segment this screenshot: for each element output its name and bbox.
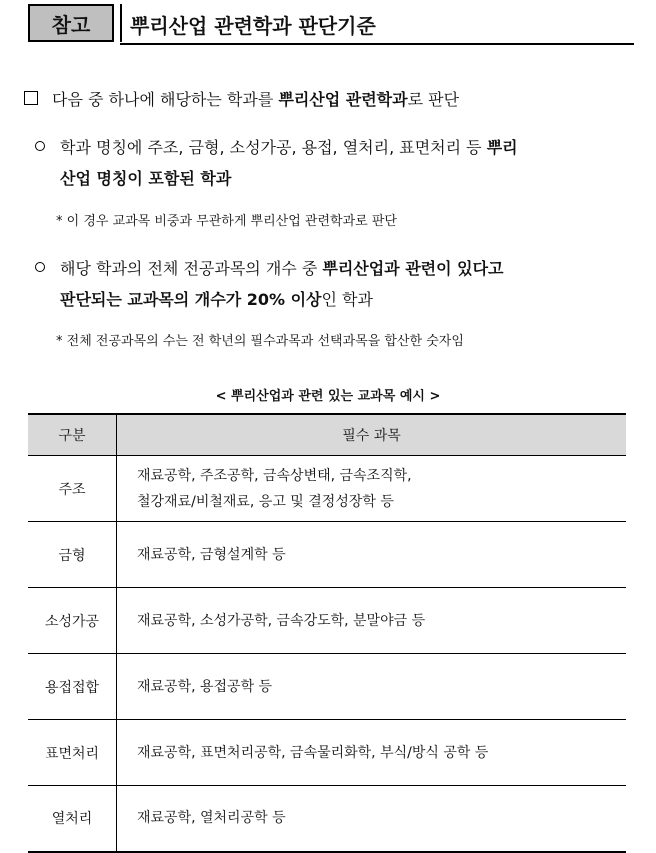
intro-pre: 다음 중 하나에 해당하는 학과를 [52, 90, 279, 109]
row-category: 주조 [28, 456, 117, 522]
criterion-1-text: 학과 명칭에 주조, 금형, 소성가공, 용접, 열처리, 표면처리 등 [60, 138, 487, 157]
intro-post: 로 판단 [407, 90, 460, 109]
table-caption: < 뿌리산업과 관련 있는 교과목 예시 > [215, 389, 441, 404]
row-subjects: 재료공학, 용접공학 등 [117, 654, 627, 720]
table-row [28, 786, 626, 852]
header-underline [120, 43, 634, 45]
criterion-2-note: * 전체 전공과목의 수는 전 학년의 필수과목과 선택과목을 합산한 숫자임 [56, 334, 464, 349]
criterion-1-line-2 [60, 166, 231, 189]
reference-badge: 참고 [28, 4, 114, 42]
table-row [28, 522, 626, 588]
criterion-2-line-1 [60, 256, 504, 279]
table-row [28, 588, 626, 654]
row-subjects-line-2: 철강재료/비철재료, 응고 및 결정성장학 등 [137, 493, 394, 510]
header-divider [120, 4, 122, 42]
row-category: 금형 [28, 522, 117, 588]
intro-bold: 뿌리산업 관련학과 [278, 90, 408, 109]
row-subjects: 재료공학, 열처리공학 등 [117, 786, 627, 852]
circle-bullet-icon [35, 141, 45, 151]
row-subjects: 재료공학, 금형설계학 등 [117, 522, 627, 588]
table-header-row [28, 414, 626, 456]
circle-bullet-icon [35, 262, 45, 272]
criterion-1-bold-2: 산업 명칭이 포함된 학과 [60, 169, 232, 188]
row-subjects [117, 456, 627, 522]
page-title: 뿌리산업 관련학과 판단기준 [130, 13, 376, 38]
square-bullet-icon [24, 91, 38, 105]
row-category: 용접접합 [28, 654, 117, 720]
row-subjects: 재료공학, 표면처리공학, 금속물리화학, 부식/방식 공학 등 [117, 720, 627, 786]
header-subjects: 필수 과목 [117, 414, 627, 456]
row-subjects-line-1: 재료공학, 주조공학, 금속상변태, 금속조직학, [137, 467, 412, 484]
criterion-1-line-1 [60, 135, 518, 158]
table-row [28, 654, 626, 720]
row-category: 소성가공 [28, 588, 117, 654]
criterion-2-post: 인 학과 [321, 290, 373, 309]
table-row [28, 456, 626, 522]
row-subjects: 재료공학, 소성가공학, 금속강도학, 분말야금 등 [117, 588, 627, 654]
subjects-table [28, 413, 626, 853]
criterion-2-text: 해당 학과의 전체 전공과목의 개수 중 [60, 259, 323, 278]
criterion-2-bold: 뿌리산업과 관련이 있다고 [322, 259, 504, 278]
criterion-1-note: * 이 경우 교과목 비중과 무관하게 뿌리산업 관련학과로 판단 [56, 214, 397, 229]
criterion-2-bold-2: 판단되는 교과목의 개수가 20% 이상 [60, 290, 322, 309]
criterion-1-bold: 뿌리 [486, 138, 518, 157]
criterion-2-line-2 [60, 287, 373, 310]
row-category: 열처리 [28, 786, 117, 852]
table-row [28, 720, 626, 786]
row-category: 표면처리 [28, 720, 117, 786]
header-category: 구분 [28, 414, 117, 456]
intro-text [52, 87, 459, 110]
